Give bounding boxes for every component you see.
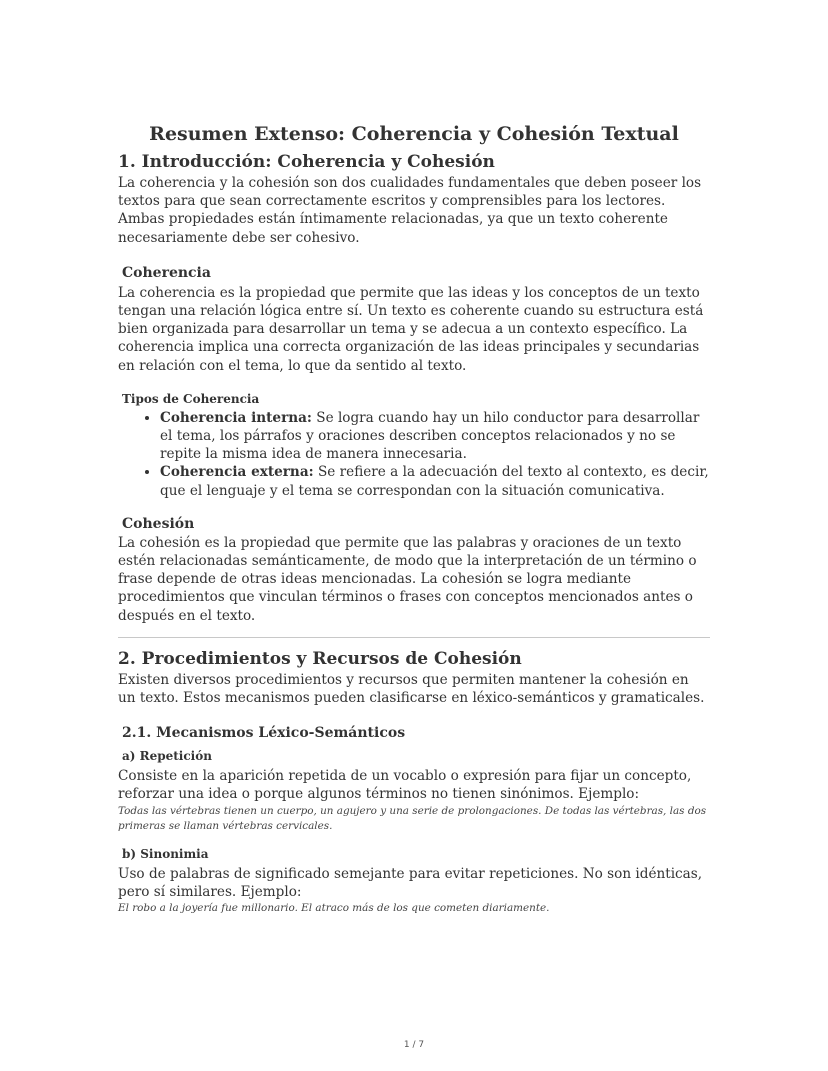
document-page (118, 122, 710, 916)
list-item-text: Se refiere a la adecuación del texto al contexto, es decir, que el lenguaje y el tema se correspondan con la situación comunicativa. (160, 464, 709, 499)
coherencia-heading: Coherencia (122, 264, 211, 281)
repeticion-example: Todas las vértebras tienen un cuerpo, un agujero y una serie de prolongaciones. De todas las vértebras, las dos primeras se llaman vértebras cervicales. (118, 804, 707, 832)
list-item-text: Se logra cuando hay un hilo conductor para desarrollar el tema, los párrafos y oraciones describen conceptos relacionados y no se repite la misma idea de manera innecesaria. (160, 409, 700, 463)
document-title: Resumen Extenso: Coherencia y Cohesión Textual (149, 123, 679, 145)
subsection-2-1-heading: 2.1. Mecanismos Léxico-Semánticos (122, 725, 406, 742)
tipos-coherencia-list (118, 409, 710, 500)
cohesion-text: La cohesión es la propiedad que permite que las palabras y oraciones de un texto estén relacionadas semánticamente, de modo que la interpretación de un término o frase depende de otras ideas mencionadas. La cohesión se logra mediante procedimientos que vinculan términos o frases con conceptos mencionados antes o después en el texto. (118, 534, 697, 624)
list-item-term: Coherencia externa: (160, 464, 314, 481)
sinonimia-heading: b) Sinonimia (122, 846, 209, 861)
repeticion-text: Consiste en la aparición repetida de un vocablo o expresión para fijar un concepto, reforzar una idea o porque algunos términos no tienen sinónimos. Ejemplo: (118, 768, 692, 803)
page-number: 1 / 7 (403, 1040, 425, 1050)
section-1-heading: 1. Introducción: Coherencia y Cohesión (118, 152, 495, 172)
repeticion-heading: a) Repetición (122, 749, 212, 764)
sinonimia-text: Uso de palabras de significado semejante para evitar repeticiones. No son idénticas, pero sí similares. Ejemplo: (118, 865, 703, 900)
coherencia-text: La coherencia es la propiedad que permite que las ideas y los conceptos de un texto tengan una relación lógica entre sí. Un texto es coherente cuando su estructura está bien organizada para desarrollar un tema y se adecua a un contexto específico. La coherencia implica una correcta organización de las ideas principales y secundarias en relación con el tema, lo que da sentido al texto. (118, 284, 704, 374)
section-1-intro: La coherencia y la cohesión son dos cualidades fundamentales que deben poseer los textos para que sean correctamente escritos y comprensibles para los lectores. Ambas propiedades están íntimamente relacionadas, ya que un texto coherente necesariamente debe ser cohesivo. (118, 175, 702, 246)
list-item-term: Coherencia interna: (160, 409, 312, 426)
sinonimia-example: El robo a la joyería fue millonario. El atraco más de los que cometen diariamente. (118, 902, 550, 915)
section-2-heading: 2. Procedimientos y Recursos de Cohesión (118, 648, 522, 669)
section-2-intro: Existen diversos procedimientos y recursos que permiten mantener la cohesión en un texto. Estos mecanismos pueden clasificarse en léxico-semánticos y gramaticales. (118, 671, 705, 707)
cohesion-heading: Cohesión (122, 515, 195, 532)
section-divider (118, 637, 710, 638)
list-item (160, 409, 710, 464)
tipos-coherencia-heading: Tipos de Coherencia (122, 391, 260, 406)
list-item (160, 463, 710, 499)
